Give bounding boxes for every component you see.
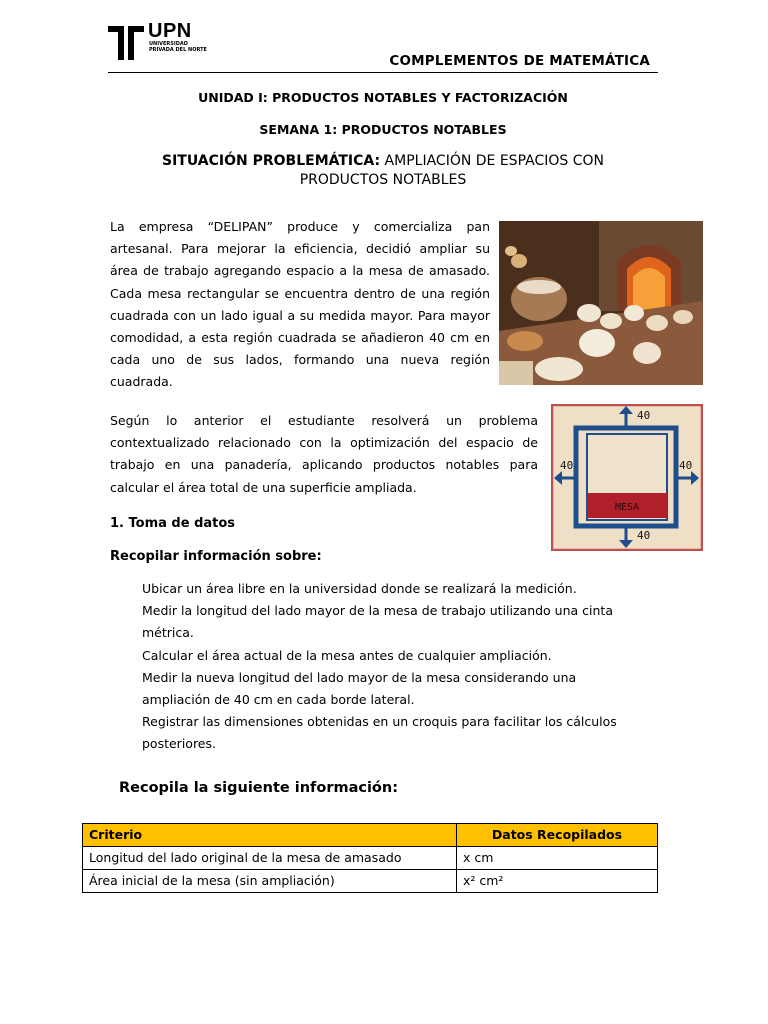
upn-logo xyxy=(106,20,206,62)
list-item: Ubicar un área libre en la universidad donde se realizará la medición. xyxy=(142,581,577,596)
table-cell: x cm xyxy=(457,847,658,870)
table-header-datos: Datos Recopilados xyxy=(457,824,658,847)
collect-heading: Recopila la siguiente información: xyxy=(119,780,399,796)
task-list xyxy=(142,578,642,756)
situation-title xyxy=(80,152,686,190)
diagram-graphic xyxy=(551,404,703,551)
situation-text-2: PRODUCTOS NOTABLES xyxy=(299,172,467,188)
logo-text: UPN xyxy=(148,20,192,42)
table-row xyxy=(83,870,658,893)
table-cell: Longitud del lado original de la mesa de amasado xyxy=(83,847,457,870)
table-header-row xyxy=(83,824,658,847)
data-table xyxy=(82,823,658,893)
list-item: Medir la nueva longitud del lado mayor de la mesa considerando una ampliación de 40 cm en cada borde lateral. xyxy=(142,669,577,708)
table-row xyxy=(83,847,658,870)
diagram-top-label: 40 xyxy=(637,409,651,422)
list-item: Medir la longitud del lado mayor de la mesa de trabajo utilizando una cinta métrica. xyxy=(142,603,613,641)
upn-logo-mark-icon xyxy=(106,20,146,62)
objective-paragraph: Según lo anterior el estudiante resolverá un problema contextualizado relacionado con la optimización del espacio de trabajo en una panadería, aplicando productos notables para calcular el área total de una superficie ampliada. xyxy=(110,413,538,495)
diagram-bottom-label: 40 xyxy=(637,529,651,542)
diagram-left-label: 40 xyxy=(560,459,574,472)
situation-text-1: AMPLIACIÓN DE ESPACIOS CON xyxy=(380,153,604,169)
diagram-right-label: 40 xyxy=(679,459,693,472)
situation-label: SITUACIÓN PROBLEMÁTICA: xyxy=(162,153,381,169)
bakery-illustration xyxy=(499,221,703,385)
section-subheading: Recopilar información sobre: xyxy=(110,549,322,564)
bakery-photo xyxy=(499,221,703,385)
unit-title: UNIDAD I: PRODUCTOS NOTABLES Y FACTORIZACIÓN xyxy=(198,90,568,105)
table-expansion-diagram xyxy=(551,404,703,551)
intro-paragraph: La empresa “DELIPAN” produce y comercializa pan artesanal. Para mejorar la eficiencia, decidió ampliar su área de trabajo agregando espacio a la mesa de amasado. Cada mesa rectangular se encuentra dentro de una región cuadrada con un lado igual a su medida mayor. Para mayor comodidad, a esta región cuadrada se añadieron 40 cm en cada uno de sus lados, formando una nueva región cuadrada. xyxy=(110,219,490,390)
diagram-table-label: MESA xyxy=(614,502,640,513)
course-title: COMPLEMENTOS DE MATEMÁTICA xyxy=(389,53,650,69)
table-cell: Área inicial de la mesa (sin ampliación) xyxy=(83,870,457,893)
logo-subtitle: UNIVERSIDAD PRIVADA DEL NORTE xyxy=(149,41,207,53)
week-title: SEMANA 1: PRODUCTOS NOTABLES xyxy=(259,122,507,137)
list-item: Calcular el área actual de la mesa antes de cualquier ampliación. xyxy=(142,647,552,663)
list-item: Registrar las dimensiones obtenidas en un croquis para facilitar los cálculos posteriores. xyxy=(142,714,617,752)
table-header-criterio: Criterio xyxy=(83,824,457,847)
header-divider xyxy=(108,72,658,73)
section-heading: 1. Toma de datos xyxy=(110,516,236,531)
table-cell: x² cm² xyxy=(457,870,658,893)
